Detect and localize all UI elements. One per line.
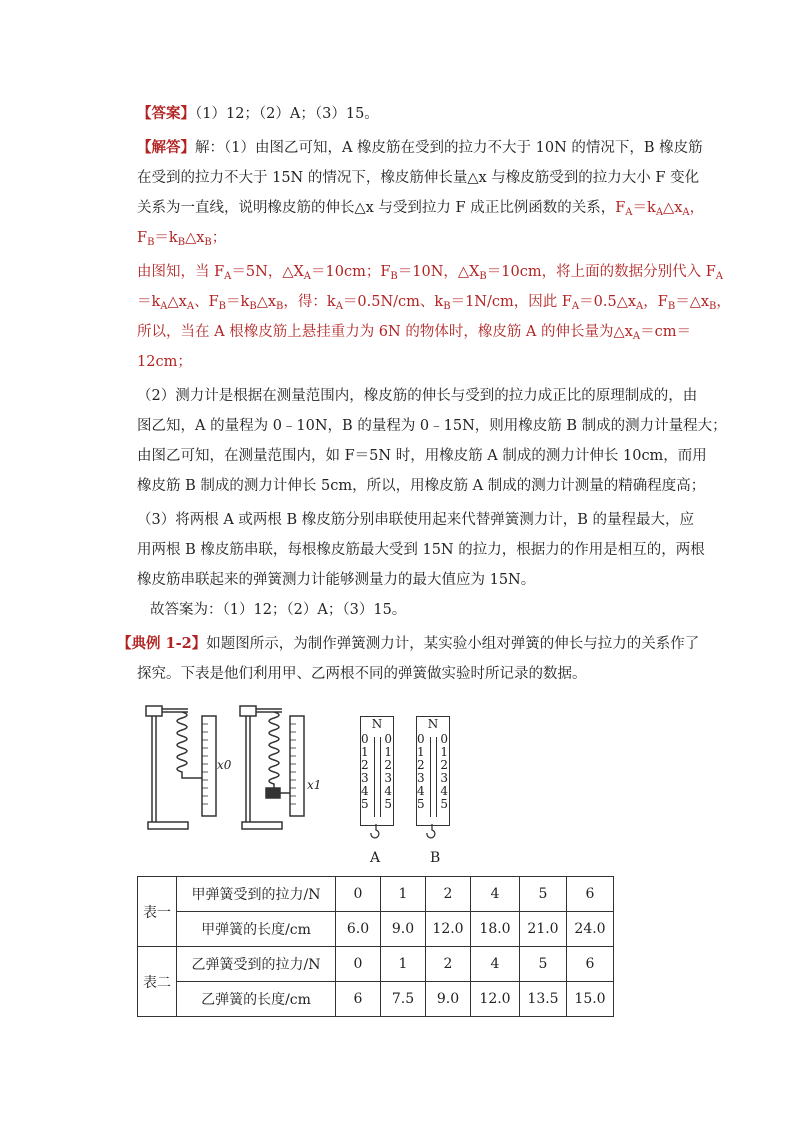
scale-a-unit: N [371, 717, 383, 731]
x1-label: x1 [307, 778, 322, 792]
solution-line-13: （3）将两根 A 或两根 B 橡皮筋分别串联使用起来代替弹簧测力计，B 的量程最大，应 [137, 512, 695, 528]
solution-text-5: 由图知，当 [137, 264, 210, 280]
table-cell: 6 [567, 877, 614, 912]
solution-line-9: （2）测力计是根据在测量范围内，橡皮筋的伸长与受到的拉力成正比的原理制成的，由 [137, 388, 698, 404]
solution-line-14: 用两根 B 橡皮筋串联，每根橡皮筋最大受到 15N 的拉力，根据力的作用是相互的，两根 [137, 542, 705, 558]
solution-line-7: 所以，当在 A 根橡皮筋上悬挂重力为 6N 的物体时，橡皮筋 A 的伸长量为$\triangle x_A=cm=$ [137, 324, 691, 342]
answer-tag: 【答案】 [137, 105, 195, 122]
table-cell: 4 [471, 947, 520, 982]
table-cell: 5 [520, 947, 567, 982]
table-cell: 24.0 [567, 912, 614, 947]
solution-line-5: 由图知，当 $F_A=5N$，$\triangle X_A=10cm$；$F_B=10N$，$\triangle X_B=10cm$，将上面的数据分别代入 $F_A$ [137, 264, 723, 282]
answer-text: （1）12；（2）A；（3）15。 [195, 106, 379, 122]
table-cell: 13.5 [520, 982, 567, 1017]
table-row [138, 982, 614, 1017]
solution-line-1 [137, 138, 703, 158]
example-line-1 [117, 634, 699, 654]
table-row [138, 912, 614, 947]
table-cell: 12.0 [426, 912, 471, 947]
table-cell: 甲弹簧的长度/cm [177, 912, 336, 947]
table-cell: 2 [426, 947, 471, 982]
formula-fa: $F_A=k_A\triangle x_A$， [615, 200, 705, 218]
table-cell: 0 [336, 877, 381, 912]
scale-b-right-numbers: 0 1 2 3 4 5 [440, 732, 448, 811]
table-cell: 表一 [138, 877, 177, 947]
table-cell: 甲弹簧受到的拉力/N [177, 877, 336, 912]
scale-b-label: B [430, 850, 441, 866]
spring-data-table [137, 876, 614, 1017]
spring-scale-a [360, 716, 394, 826]
scale-a-hook-icon [366, 824, 386, 840]
table-cell: 18.0 [471, 912, 520, 947]
table-cell: 表二 [138, 947, 177, 1017]
solution-text-1: 解：（1）由图乙可知，A 橡皮筋在受到的拉力不大于 10N 的情况下，B 橡皮筋 [195, 140, 703, 156]
solution-line-6: $=k_A\triangle x_A$、$F_B=k_B\triangle x_B$，得：$k_A=0.5N/cm$、$k_B=1N/cm$，因此 $F_A=0.5\triangle x_A$，$F_B=\triangle x_B$， [137, 294, 731, 312]
table-cell: 1 [381, 947, 426, 982]
table-cell: 0 [336, 947, 381, 982]
final-answer-line: 故答案为：（1）12；（2）A；（3）15。 [150, 602, 407, 618]
table-cell: 15.0 [567, 982, 614, 1017]
table-cell: 6.0 [336, 912, 381, 947]
spring-stands-figure [130, 700, 340, 835]
table-cell: 6 [567, 947, 614, 982]
table-cell: 9.0 [426, 982, 471, 1017]
scale-b-track [430, 737, 437, 817]
formula-fb: $F_B=k_B\triangle x_B$； [137, 230, 227, 248]
example-tag: 【典例 1-2】 [117, 635, 207, 652]
table-cell: 7.5 [381, 982, 426, 1017]
solution-line-11: 由图乙可知，在测量范围内，如 F＝5N 时，用橡皮筋 A 制成的测力计伸长 10cm，而用 [137, 448, 707, 464]
example-line-2: 探究。下表是他们利用甲、乙两根不同的弹簧做实验时所记录的数据。 [137, 666, 587, 682]
solution-line-2: 在受到的拉力不大于 15N 的情况下，橡皮筋伸长量△x 与橡皮筋受到的拉力大小 F 变化 [137, 170, 700, 186]
example-text-1: 如题图所示，为制作弹簧测力计，某实验小组对弹簧的伸长与拉力的关系作了 [206, 636, 700, 652]
scale-b-left-numbers: 0 1 2 3 4 5 [417, 732, 425, 811]
table-cell: 12.0 [471, 982, 520, 1017]
scale-b-unit: N [427, 717, 439, 731]
solution-line-15: 橡皮筋串联起来的弹簧测力计能够测量力的最大值应为 15N。 [137, 572, 536, 588]
scale-a-left-numbers: 0 1 2 3 4 5 [361, 732, 369, 811]
table-row [138, 947, 614, 982]
table-cell: 5 [520, 877, 567, 912]
table-cell: 4 [471, 877, 520, 912]
scale-a-label: A [370, 850, 381, 866]
answer-line [137, 104, 379, 124]
table-cell: 1 [381, 877, 426, 912]
spring-scale-b [416, 716, 450, 826]
solution-text-3: 关系为一直线，说明橡皮筋的伸长△x 与受到拉力 F 成正比例函数的关系， [137, 200, 616, 216]
table-cell: 6 [336, 982, 381, 1017]
solution-tag: 【解答】 [137, 139, 195, 156]
table-cell: 9.0 [381, 912, 426, 947]
solution-line-12: 橡皮筋 B 制成的测力计伸长 5cm，所以，用橡皮筋 A 制成的测力计测量的精确程度高； [137, 478, 706, 494]
scale-a-track [374, 737, 381, 817]
table-cell: 乙弹簧的长度/cm [177, 982, 336, 1017]
solution-line-3 [137, 198, 704, 223]
solution-line-10: 图乙知，A 的量程为 0﹣10N，B 的量程为 0﹣15N，则用橡皮筋 B 制成的测力计量程大； [137, 418, 727, 434]
table-cell: 乙弹簧受到的拉力/N [177, 947, 336, 982]
solution-line-8: 12cm； [137, 354, 192, 370]
table-cell: 21.0 [520, 912, 567, 947]
table-row [138, 877, 614, 912]
scale-b-hook-icon [422, 824, 442, 840]
solution-text-7: 所以，当在 A 根橡皮筋上悬挂重力为 6N 的物体时，橡皮筋 A 的伸长量为 [137, 324, 614, 340]
table-cell: 2 [426, 877, 471, 912]
x0-label: x0 [217, 758, 232, 772]
scale-a-right-numbers: 0 1 2 3 4 5 [384, 732, 392, 811]
